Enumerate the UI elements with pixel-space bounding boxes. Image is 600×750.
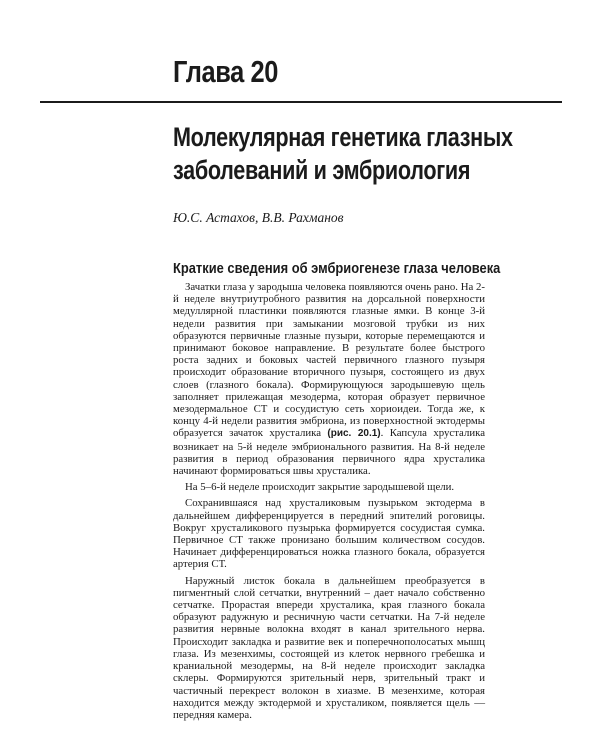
body-text [173,281,485,725]
chapter-title-line: Молекулярная генетика глазных [173,122,513,152]
chapter-label: Глава 20 [173,54,278,89]
paragraph: На 5–6-й неделе происходит закрытие зародышевой щели. [185,481,455,494]
figure-reference: (рис. 20.1) [327,428,381,440]
paragraph [173,281,485,477]
paragraph: Наружный листок бокала в дальнейшем преобразуется в пигментный слой сетчатки, внутренний – дает начало собственно сетчатке. Прорастая впереди хрусталика, края глазного бокала образуют радужную и ресничную части сетчатки. На 7-й неделе развития нервные волокна входят в канал зрительного нерва. Происходит закладка и развитие век и поперечнополосатых мышц глаза. Из мезенхимы, состоящей из клеток нервного гребешка и краниальной мезодермы, на 8-й неделе происходит закладка склеры. Формируются зрительный нерв, зрительный тракт и частичный перекрест волокон в хиазме. В мезенхиме, которая находится между эктодермой и хрусталиком, появляется щель — передняя камера. [173,574,485,721]
chapter-divider [40,101,562,103]
chapter-title-line: заболеваний и эмбриология [173,155,471,185]
section-heading: Краткие сведения об эмбриогенезе глаза человека [173,260,501,277]
chapter-title [173,121,513,187]
paragraph: Сохранившаяся над хрусталиковым пузырьком эктодерма в дальнейшем дифференцируется в передний эпителий роговицы. Вокруг хрусталикового пузырька формируется сосудистая сумка. Первичное СТ также пронизано большим количеством сосудов. Начинает дифференцироваться ножка глазного бокала, образуется артерия СТ. [173,497,485,571]
paragraph-text: . Капсула хрусталика возникает на 5-й неделе эмбрионального развития. На 8-й неделе развития в период образования первичного ядра хрусталика начинают формироваться швы хрусталика. [173,427,485,478]
chapter-authors: Ю.С. Астахов, В.В. Рахманов [173,210,344,225]
paragraph-text: Зачатки глаза у зародыша человека появляются очень рано. На 2-й неделе внутриутробного развития на дорсальной поверхности медуллярной пластинки появляются глазные ямки. В конце 3-й недели развития при замыкании мозговой трубки из них образуются первичные глазные пузыри, которые перемещаются и принимают боковое направление. В результате более быстрого роста задних и боковых частей первичного глазного пузыря происходит образование вторичного пузыря, состоящего из двух слоев (глазного бокала). Формирующуюся зародышевую щель заполняет прилежащая мезодерма, которая образует первичное мезодермальное СТ и сосудистую сеть хориоидеи. Тогда же, к концу 4-й недели развития эмбриона, из поверхностной эктодермы образуется зачаток хрусталика [173,281,485,440]
